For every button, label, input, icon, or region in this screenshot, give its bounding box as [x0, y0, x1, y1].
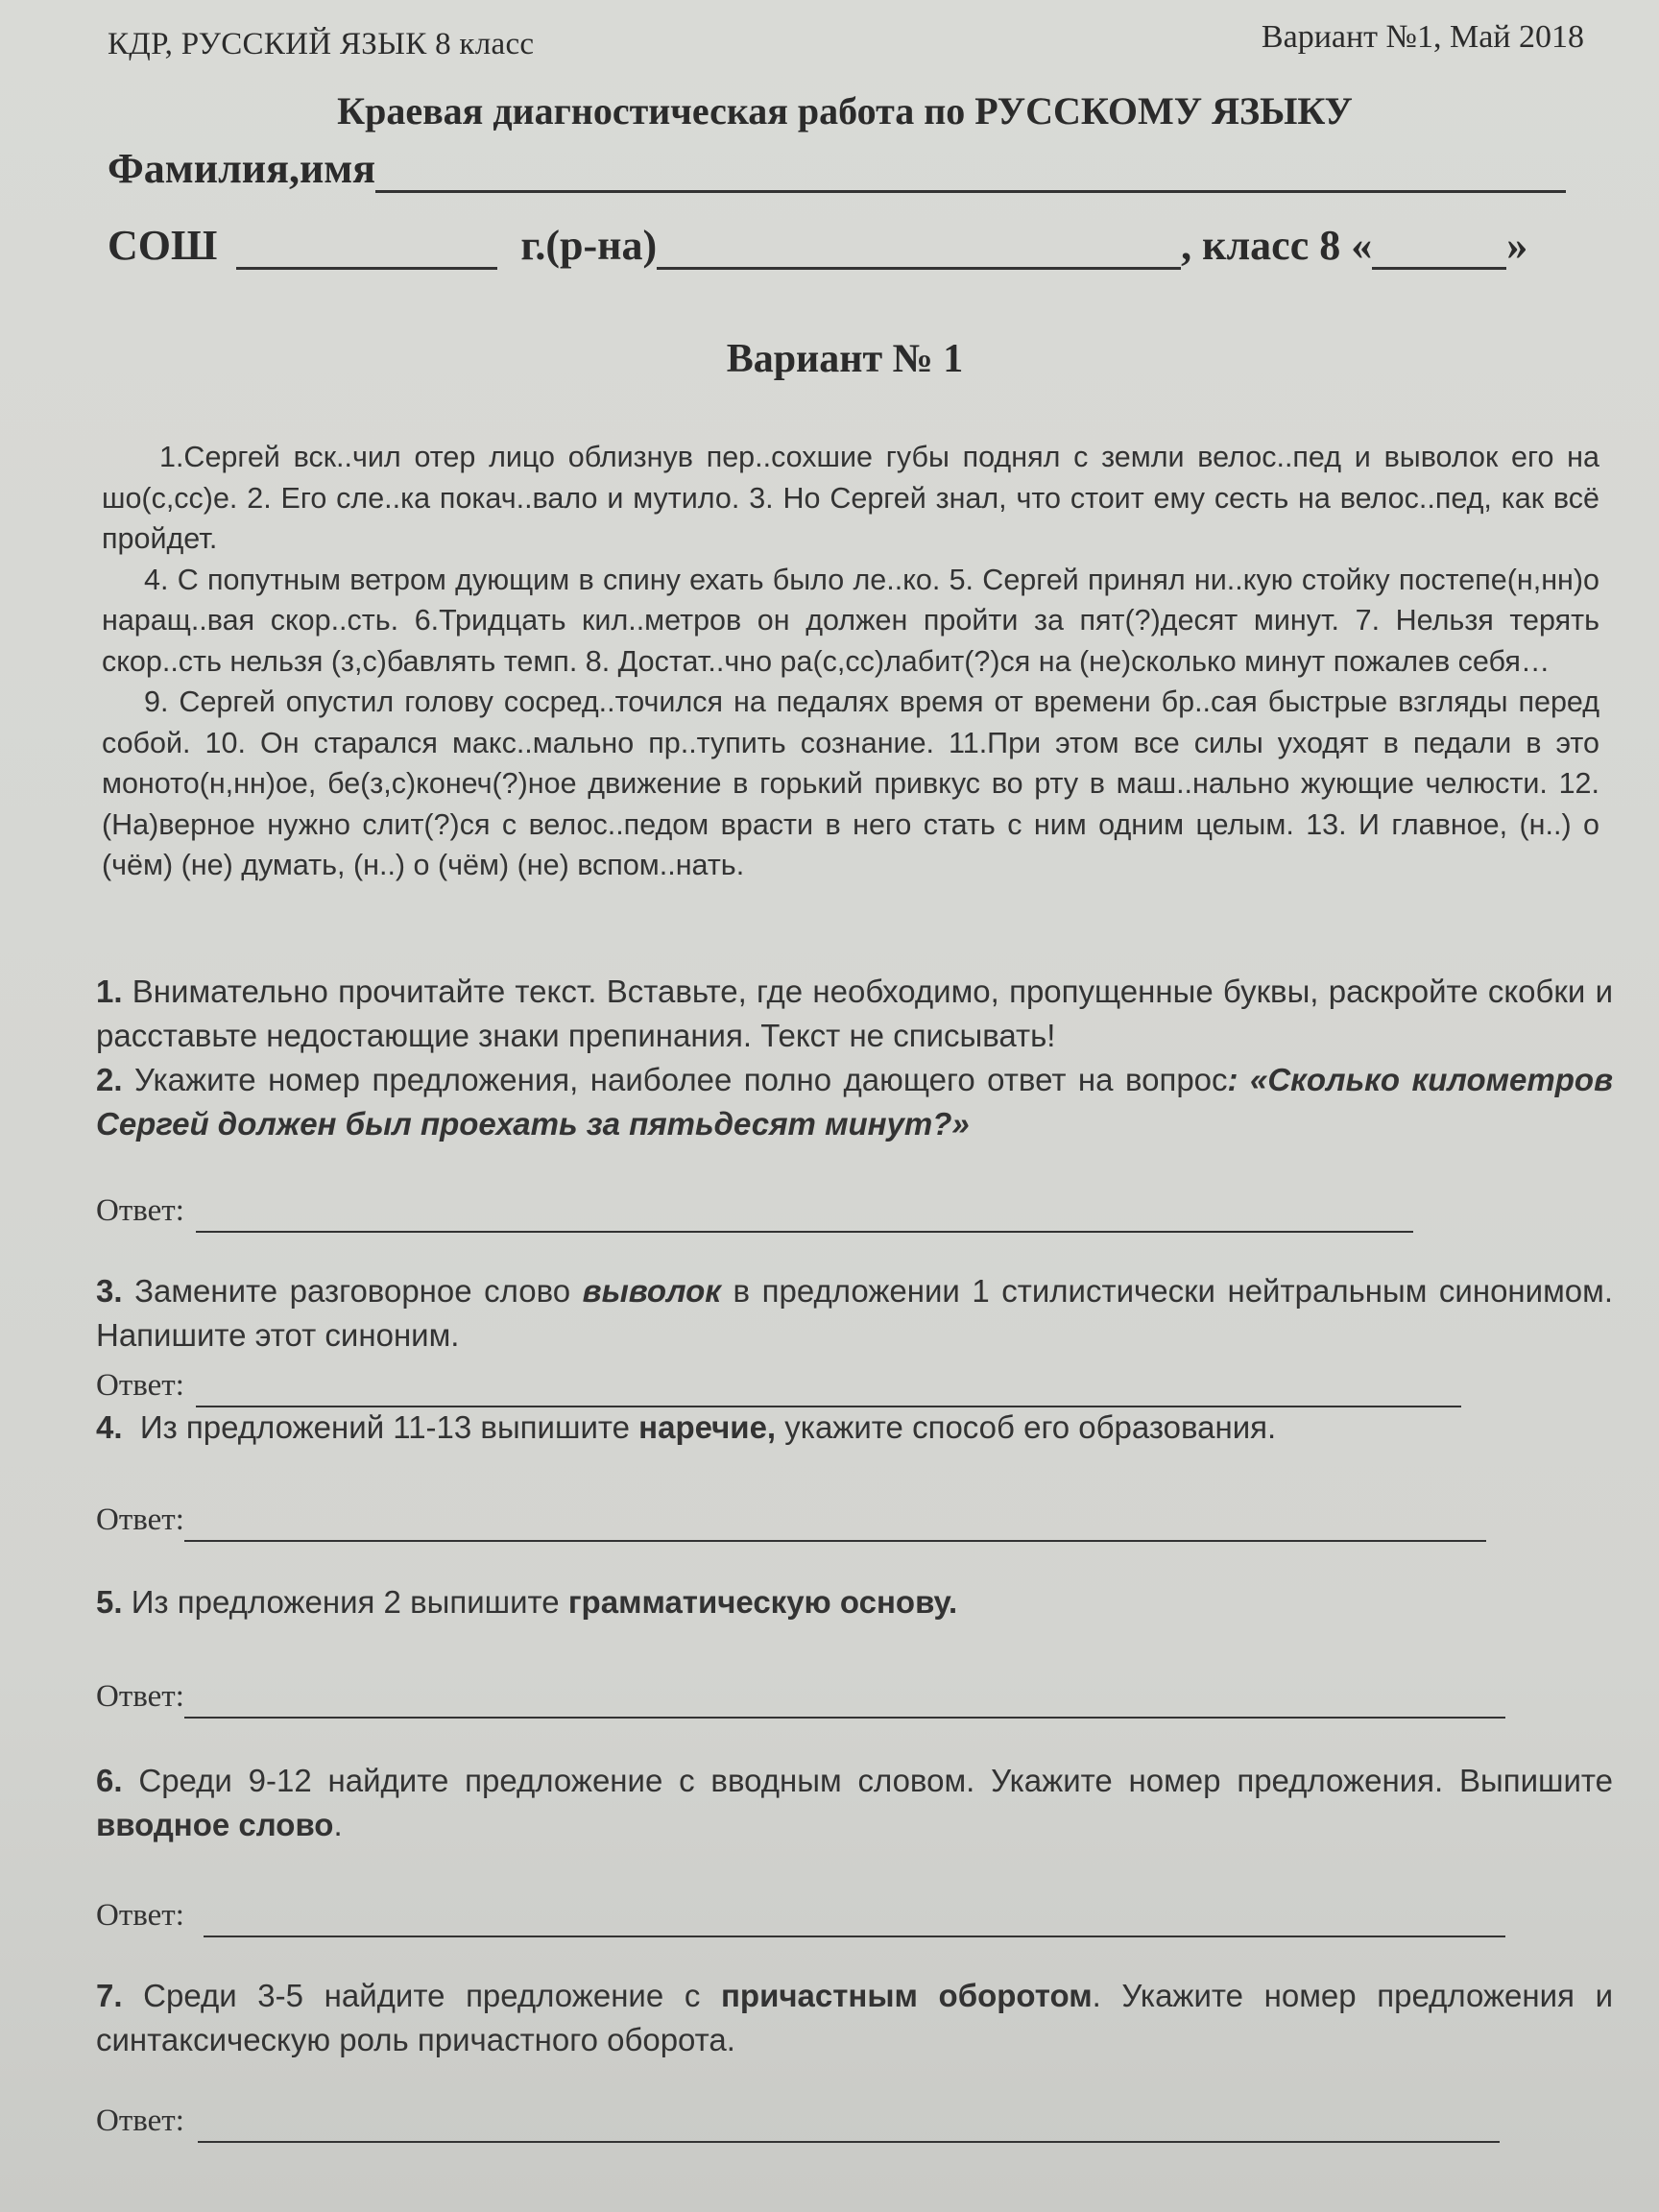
- answer-row-7: [96, 2099, 1500, 2143]
- header-variant-date: Вариант №1, Май 2018: [1261, 19, 1584, 55]
- answer-label: Ответ:: [96, 2104, 184, 2138]
- task-number: 3.: [96, 1273, 123, 1309]
- task-number: 4.: [96, 1409, 123, 1445]
- task-5: [96, 1580, 1613, 1624]
- answer-field-5[interactable]: [184, 1688, 1505, 1719]
- answer-row-6: [96, 1893, 1505, 1937]
- task-number: 2.: [96, 1062, 123, 1097]
- task-text: Среди 9-12 найдите предложение с вводным словом. Укажите номер предложения. Выпишите: [138, 1763, 1614, 1798]
- task-6: [96, 1759, 1613, 1847]
- task-number: 5.: [96, 1584, 123, 1620]
- page-title: Краевая диагностическая работа по РУССКОМУ ЯЗЫКУ: [337, 89, 1353, 132]
- task-question: : «Сколько километров Сергей должен был проехать за пятьдесят минут?»: [96, 1062, 1614, 1142]
- answer-label: Ответ:: [96, 1679, 184, 1714]
- school-label: СОШ: [108, 222, 218, 269]
- task-text: укажите способ его образования.: [784, 1409, 1277, 1445]
- answer-field-7[interactable]: [198, 2112, 1500, 2143]
- exercise-text: [102, 437, 1599, 886]
- task-3: [96, 1269, 1613, 1358]
- school-field[interactable]: [236, 230, 497, 270]
- class-label: , класс 8 «: [1181, 222, 1373, 269]
- header-subject: КДР, РУССКИЙ ЯЗЫК 8 класс: [108, 27, 535, 61]
- answer-label: Ответ:: [96, 1193, 184, 1228]
- task-keyword: наречие,: [638, 1409, 777, 1445]
- task-keyword: выволок: [582, 1273, 722, 1309]
- text-paragraph-1: 1.Сергей вск..чил отер лицо облизнув пер..сохшие губы поднял с земли велос..пед и выволок его на шо(с,сс)е. 2. Его сле..ка покач..вало и мутило. 3. Но Сергей знал, что стоит ему сесть на велос..пед, как всё пройдет.: [102, 441, 1599, 555]
- task-2: [96, 1058, 1613, 1146]
- task-text: . Укажите номер предложения и синтаксическую роль причастного оборота.: [96, 1978, 1614, 2057]
- task-number: 1.: [96, 974, 123, 1009]
- task-keyword: причастным оборотом: [721, 1978, 1093, 2013]
- answer-row-3: [96, 1363, 1461, 1407]
- task-1: [96, 970, 1613, 1058]
- task-text: Укажите номер предложения, наиболее полно дающего ответ на вопрос: [134, 1062, 1228, 1097]
- city-field[interactable]: [657, 230, 1181, 270]
- answer-label: Ответ:: [96, 1503, 184, 1537]
- name-row: [108, 144, 1566, 193]
- text-paragraph-2: 4. С попутным ветром дующим в спину ехать было ле..ко. 5. Сергей принял ни..кую стойку постепе(н,нн)о наращ..вая скор..сть. 6.Тридцать кил..метров он должен пройти за пят(?)десят минут. 7. Нельзя терять скор..сть нельзя (з,с)бавлять темп. 8. Достат..чно ра(с,сс)лабит(?)ся на (не)сколько минут пожалев себя…: [102, 563, 1599, 678]
- task-text: Замените разговорное слово: [134, 1273, 571, 1309]
- task-number: 7.: [96, 1978, 123, 2013]
- task-4: [96, 1406, 1613, 1450]
- school-row: [108, 221, 1527, 270]
- variant-title: Вариант № 1: [726, 337, 964, 381]
- class-field[interactable]: [1372, 230, 1506, 270]
- answer-field-2[interactable]: [196, 1202, 1413, 1233]
- answer-field-4[interactable]: [184, 1511, 1486, 1542]
- city-label: г.(р-на): [520, 222, 658, 269]
- task-text: Среди 3-5 найдите предложение с: [143, 1978, 701, 2013]
- task-text: Из предложения 2 выпишите: [131, 1584, 560, 1620]
- task-keyword: вводное слово: [96, 1807, 334, 1842]
- answer-row-5: [96, 1674, 1505, 1719]
- answer-label: Ответ:: [96, 1898, 184, 1933]
- answer-row-2: [96, 1189, 1413, 1233]
- answer-row-4: [96, 1498, 1486, 1542]
- task-keyword: грамматическую основу.: [567, 1584, 958, 1620]
- task-text: Из предложений 11-13 выпишите: [139, 1409, 630, 1445]
- task-text: .: [333, 1807, 343, 1842]
- class-close: »: [1506, 222, 1528, 269]
- task-text: Внимательно прочитайте текст. Вставьте, где необходимо, пропущенные буквы, раскройте скобки и расставьте недостающие знаки препинания. Текст не списывать!: [96, 974, 1613, 1053]
- answer-label: Ответ:: [96, 1368, 184, 1403]
- name-label: Фамилия,имя: [108, 145, 376, 192]
- name-field[interactable]: [375, 154, 1566, 193]
- answer-field-6[interactable]: [204, 1907, 1505, 1937]
- text-paragraph-3: 9. Сергей опустил голову сосред..точился на педалях время от времени бр..сая быстрые взгляды перед собой. 10. Он старался макс..мально пр..тупить сознание. 11.При этом все силы уходят в педали в это моното(н,нн)ое, бе(з,с)конеч(?)ное движение в горький привкус во рту в маш..нально жующие челюсти. 12. (На)верное нужно слит(?)ся с велос..педом врасти в него стать с ним одним целым. 13. И главное, (н..) о (чём) (не) думать, (н..) о (чём) (не) вспом..нать.: [102, 685, 1599, 881]
- task-text: в предложении 1 стилистически нейтральным синонимом. Напишите этот синоним.: [96, 1273, 1613, 1353]
- task-number: 6.: [96, 1763, 123, 1798]
- task-7: [96, 1974, 1613, 2062]
- answer-field-3[interactable]: [196, 1377, 1461, 1407]
